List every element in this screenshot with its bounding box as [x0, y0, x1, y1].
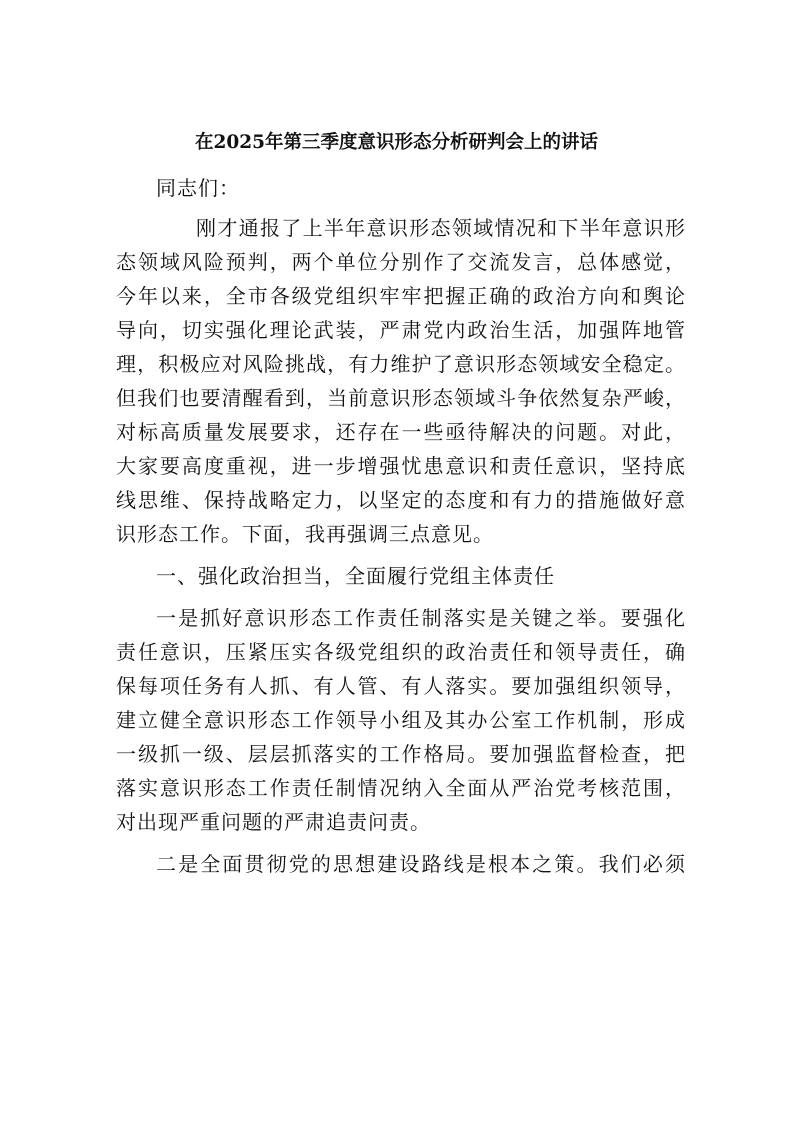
- paragraph-line: 保每项任务有人抓、有人管、有人落实。要加强组织领导，: [116, 674, 686, 698]
- paragraph-line: 导向，切实强化理论武装，严肃党内政治生活，加强阵地管: [116, 318, 686, 342]
- paragraph-line: 对出现严重问题的严肃追责问责。: [116, 810, 431, 834]
- paragraph-line: 刚才通报了上半年意识形态领域情况和下半年意识形: [196, 216, 686, 240]
- paragraph-3: [116, 847, 686, 881]
- salutation: 同志们：: [156, 176, 240, 200]
- paragraph-line: 但我们也要清醒看到，当前意识形态领域斗争依然复杂严峻，: [116, 386, 686, 410]
- paragraph-line: 责任意识，压紧压实各级党组织的政治责任和领导责任，确: [116, 640, 686, 664]
- paragraph-1: [116, 211, 686, 551]
- paragraph-line: 一级抓一级、层层抓落实的工作格局。要加强监督检查，把: [116, 742, 686, 766]
- paragraph-line: 对标高质量发展要求，还存在一些亟待解决的问题。对此，: [116, 420, 686, 444]
- paragraph-line: 一是抓好意识形态工作责任制落实是关键之举。要强化: [156, 606, 686, 630]
- paragraph-line: 今年以来，全市各级党组织牢牢把握正确的政治方向和舆论: [116, 284, 686, 308]
- paragraph-line: 二是全面贯彻党的思想建设路线是根本之策。我们必须: [156, 852, 686, 876]
- paragraph-line: 大家要高度重视，进一步增强忧患意识和责任意识，坚持底: [116, 454, 686, 478]
- section-heading: 一、强化政治担当，全面履行党组主体责任: [156, 564, 555, 588]
- paragraph-line: 落实意识形态工作责任制情况纳入全面从严治党考核范围，: [116, 776, 686, 800]
- paragraph-line: 线思维、保持战略定力，以坚定的态度和有力的措施做好意: [116, 488, 686, 512]
- paragraph-2: [116, 601, 686, 839]
- paragraph-line: 态领域风险预判，两个单位分别作了交流发言，总体感觉，: [116, 250, 686, 274]
- paragraph-line: 识形态工作。下面，我再强调三点意见。: [116, 522, 494, 546]
- document-title: 在2025年第三季度意识形态分析研判会上的讲话: [195, 132, 598, 153]
- paragraph-line: 建立健全意识形态工作领导小组及其办公室工作机制，形成: [116, 708, 686, 732]
- paragraph-line: 理，积极应对风险挑战，有力维护了意识形态领域安全稳定。: [116, 352, 686, 376]
- document-body: [116, 171, 686, 881]
